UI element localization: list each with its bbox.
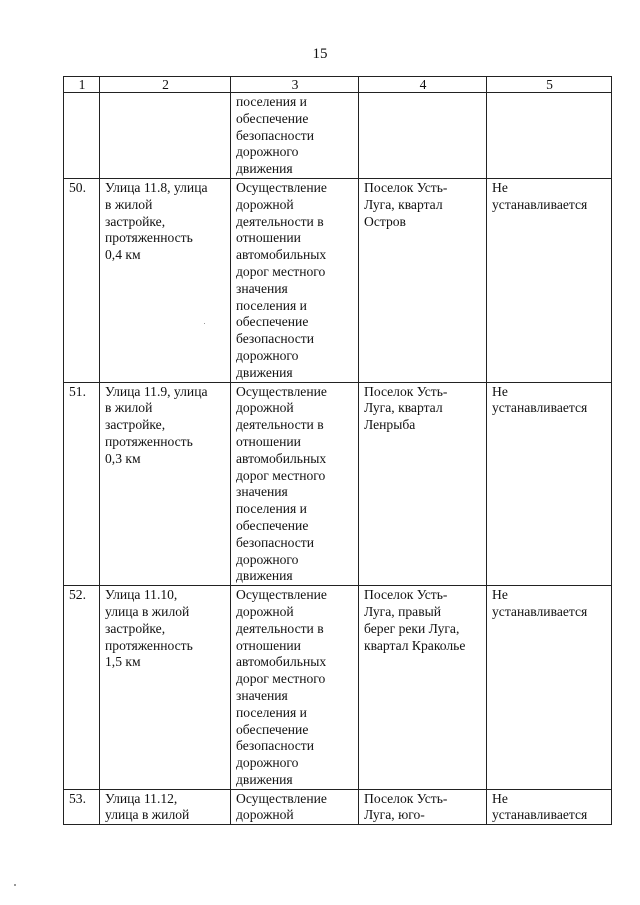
header-cell-4: 4 bbox=[359, 77, 487, 93]
header-cell-1: 1 bbox=[64, 77, 100, 93]
cell-purpose: Осуществление дорожной bbox=[231, 789, 359, 825]
table-row bbox=[64, 789, 612, 825]
cell-location bbox=[359, 93, 487, 179]
header-cell-3: 3 bbox=[231, 77, 359, 93]
header-cell-5: 5 bbox=[487, 77, 612, 93]
cell-location: Поселок Усть- Луга, квартал Остров bbox=[359, 179, 487, 383]
table-row bbox=[64, 586, 612, 790]
cell-location: Поселок Усть- Луга, квартал Ленрыба bbox=[359, 382, 487, 586]
cell-zone bbox=[487, 93, 612, 179]
cell-num: 51. bbox=[64, 382, 100, 586]
scan-speck bbox=[204, 323, 205, 324]
cell-location: Поселок Усть- Луга, юго- bbox=[359, 789, 487, 825]
cell-purpose: поселения и обеспечение безопасности дорожного движения bbox=[231, 93, 359, 179]
cell-zone: Не устанавливается bbox=[487, 789, 612, 825]
table-row bbox=[64, 382, 612, 586]
cell-name: Улица 11.9, улица в жилой застройке, протяженность 0,3 км bbox=[100, 382, 231, 586]
cell-num: 52. bbox=[64, 586, 100, 790]
page-number: 15 bbox=[312, 46, 328, 62]
cell-zone: Не устанавливается bbox=[487, 382, 612, 586]
cell-name: Улица 11.12, улица в жилой bbox=[100, 789, 231, 825]
table-row bbox=[64, 179, 612, 383]
cell-zone: Не устанавливается bbox=[487, 179, 612, 383]
cell-purpose: Осуществление дорожной деятельности в отношении автомобильных дорог местного значения поселения и обеспечение безопасности дорожного движения bbox=[231, 586, 359, 790]
cell-purpose: Осуществление дорожной деятельности в отношении автомобильных дорог местного значения поселения и обеспечение безопасности дорожного движения bbox=[231, 382, 359, 586]
cell-name bbox=[100, 93, 231, 179]
cell-num: 53. bbox=[64, 789, 100, 825]
cell-num: 50. bbox=[64, 179, 100, 383]
table-header-row bbox=[64, 77, 612, 93]
table-row-continuation bbox=[64, 93, 612, 179]
scan-speck bbox=[14, 884, 16, 886]
cell-zone: Не устанавливается bbox=[487, 586, 612, 790]
header-cell-2: 2 bbox=[100, 77, 231, 93]
cell-name: Улица 11.8, улица в жилой застройке, протяженность 0,4 км bbox=[100, 179, 231, 383]
data-table bbox=[63, 76, 612, 825]
cell-purpose: Осуществление дорожной деятельности в отношении автомобильных дорог местного значения поселения и обеспечение безопасности дорожного движения bbox=[231, 179, 359, 383]
cell-name: Улица 11.10, улица в жилой застройке, протяженность 1,5 км bbox=[100, 586, 231, 790]
cell-location: Поселок Усть- Луга, правый берег реки Луга, квартал Краколье bbox=[359, 586, 487, 790]
cell-num bbox=[64, 93, 100, 179]
